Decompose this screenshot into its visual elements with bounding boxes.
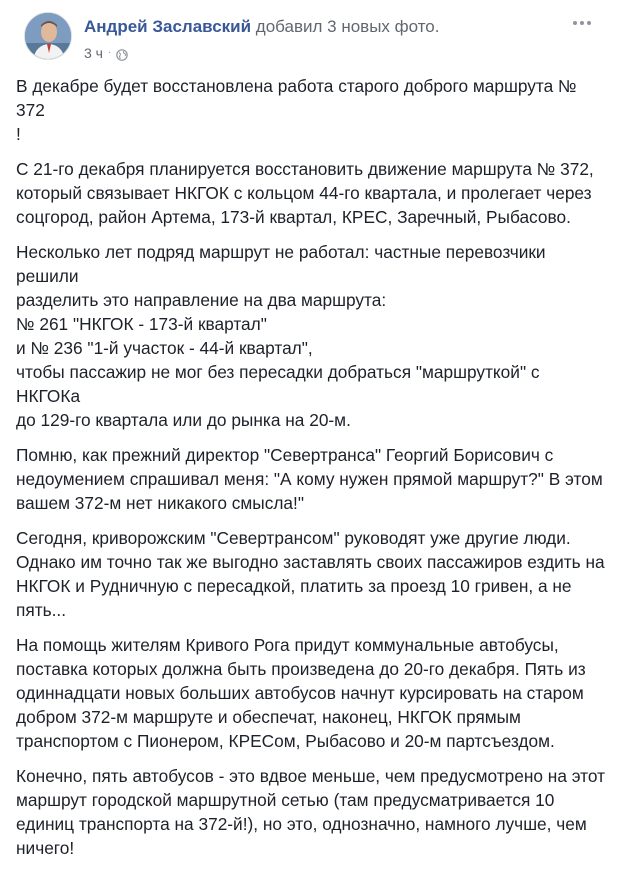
meta-separator: · xyxy=(107,47,112,58)
author-avatar[interactable] xyxy=(24,12,72,60)
post-paragraph: Помню, как прежний директор "Севертранса" Георгий Борисович с недоумением спрашивал меня: "А кому нужен прямой маршрут?" В этом вашем 372-м нет никакого смысла!" xyxy=(16,445,603,513)
post-paragraph: Несколько лет подряд маршрут не работал: частные перевозчики решили разделить это направление на два маршрута: № 261 "НКГОК - 173-й квартал" и № 236 "1-й участок - 44-й квартал", чтобы пассажир не мог без пересадки добраться "маршруткой" с НКГОКа до 129-го квартала или до рынка на 20-м. xyxy=(16,242,546,430)
globe-icon[interactable] xyxy=(116,47,128,59)
post-title-line xyxy=(84,16,439,38)
post-paragraph: В декабре будет восстановлена работа старого доброго маршрута № 372 ! xyxy=(16,76,577,144)
post-paragraph: Сегодня, криворожским "Севертрансом" руководят уже другие люди. Однако им точно так же выгодно заставлять своих пассажиров ездить на НКГОК и Рудничную с пересадкой, платить за проезд 10 гривен, а не пять... xyxy=(16,528,605,620)
post-meta xyxy=(84,44,128,62)
post-timestamp[interactable]: 3 ч xyxy=(84,45,103,61)
post-body xyxy=(16,74,608,871)
author-name[interactable]: Андрей Заславский xyxy=(84,17,252,36)
post-paragraph: С 21-го декабря планируется восстановить движение маршрута № 372, который связывает НКГОК с кольцом 44-го квартала, и пролегает через соцгород, район Артема, 173-й квартал, КРЕС, Заречный, Рыбасово. xyxy=(16,159,594,227)
post-header xyxy=(12,0,608,64)
avatar-photo xyxy=(25,13,72,60)
post-action-text: добавил 3 новых фото. xyxy=(255,17,440,36)
post-paragraph: Конечно, пять автобусов - это вдвое меньше, чем предусмотрено на этот маршрут городской маршрутной сетью (там предусматривается 10 единиц транспорта на 372-й!), но это, однозначно, намного лучше, чем ничего! xyxy=(16,766,606,858)
post-paragraph: На помощь жителям Кривого Рога придут коммунальные автобусы, поставка которых должна быть произведена до 20-го декабря. Пять из одиннадцати новых больших автобусов начнут курсировать на старом добром 372-м маршруте и обеспечат, наконец, НКГОК прямым транспортом с Пионером, КРЕСом, Рыбасово и 20-м партсъездом. xyxy=(16,635,586,751)
more-options-icon[interactable] xyxy=(570,14,594,32)
